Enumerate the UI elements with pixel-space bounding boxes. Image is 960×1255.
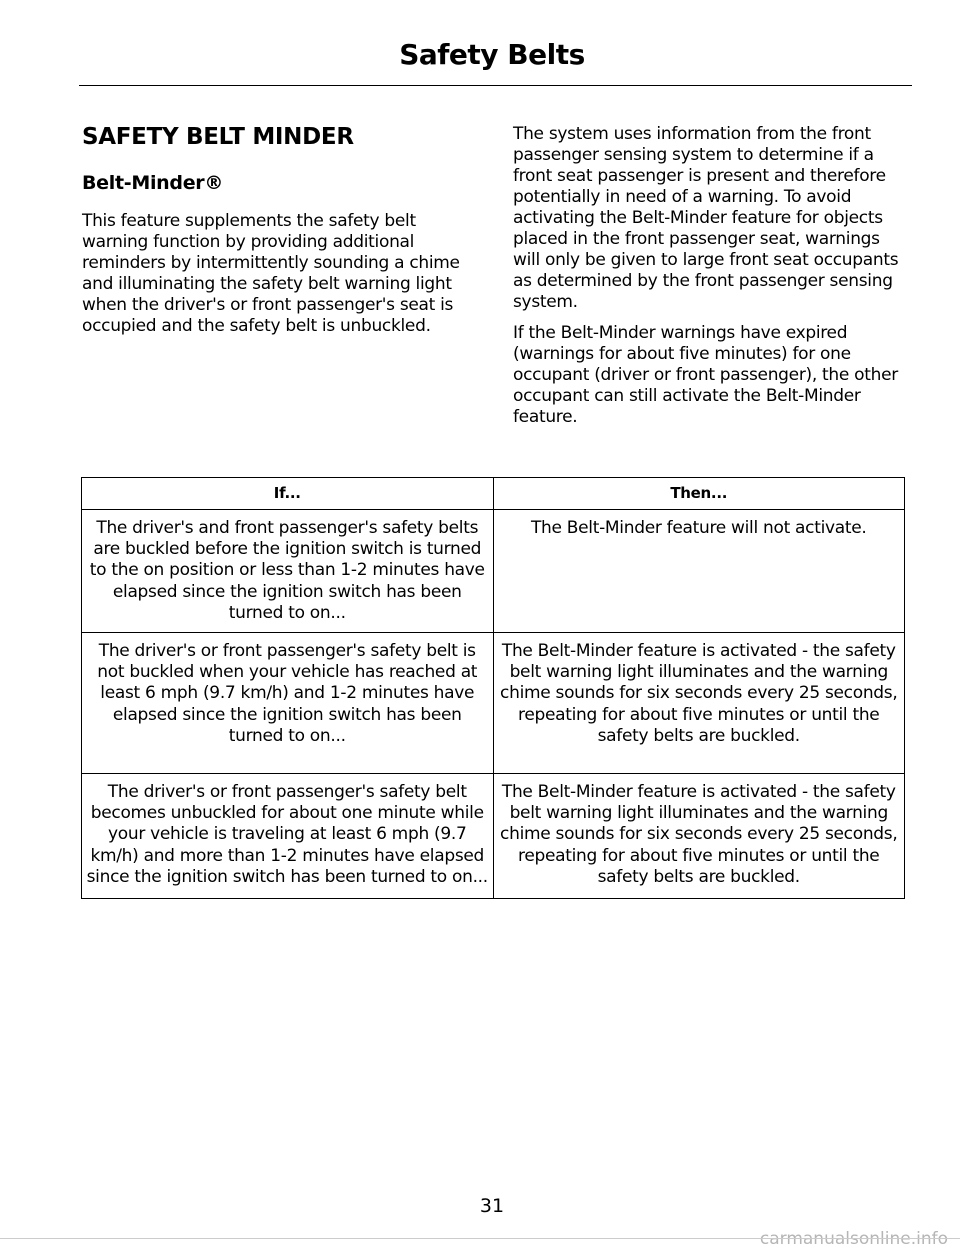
right-column xyxy=(513,124,911,438)
watermark-link[interactable]: carmanualsonline.info xyxy=(759,1229,948,1249)
page-number: 31 xyxy=(479,1195,505,1217)
table-header-then: Then... xyxy=(493,478,905,510)
left-column xyxy=(82,124,482,347)
header-divider xyxy=(79,85,912,86)
table-cell-if: The driver's and front passenger's safety belts are buckled before the ignition switch is turned to the on position or less than 1-2 minutes have elapsed since the ignition switch has been turned to on... xyxy=(82,510,494,633)
right-paragraph-1: The system uses information from the front passenger sensing system to determine if a front seat passenger is present and therefore potentially in need of a warning. To avoid activating the Belt-Minder feature for objects placed in the front passenger seat, warnings will only be given to large front seat occupants as determined by the front passenger sensing system. xyxy=(513,124,899,312)
table-header-if: If... xyxy=(82,478,494,510)
table-cell-then: The Belt-Minder feature will not activate. xyxy=(493,510,905,633)
footer-divider xyxy=(0,1238,960,1239)
table-row xyxy=(82,510,905,633)
page-header-title: Safety Belts xyxy=(399,38,585,71)
table-cell-then: The Belt-Minder feature is activated - the safety belt warning light illuminates and the warning chime sounds for six seconds every 25 seconds, repeating for about five minutes or until the safety belts are buckled. xyxy=(493,774,905,899)
table-cell-then: The Belt-Minder feature is activated - the safety belt warning light illuminates and the warning chime sounds for six seconds every 25 seconds, repeating for about five minutes or until the safety belts are buckled. xyxy=(493,633,905,774)
table-header-row xyxy=(82,478,905,510)
left-paragraph-1: This feature supplements the safety belt warning function by providing additional reminders by intermittently sounding a chime and illuminating the safety belt warning light when the driver's or front passenger's seat is occupied and the safety belt is unbuckled. xyxy=(82,211,460,336)
table-cell-if: The driver's or front passenger's safety belt is not buckled when your vehicle has reached at least 6 mph (9.7 km/h) and 1-2 minutes have elapsed since the ignition switch has been turned to on... xyxy=(82,633,494,774)
right-paragraph-2: If the Belt-Minder warnings have expired (warnings for about five minutes) for one occupant (driver or front passenger), the other occupant can still activate the Belt-Minder feature. xyxy=(513,323,898,427)
belt-minder-table xyxy=(81,477,905,899)
section-title: SAFETY BELT MINDER xyxy=(82,124,354,150)
sub-title: Belt-Minder® xyxy=(82,172,224,194)
table-cell-if: The driver's or front passenger's safety belt becomes unbuckled for about one minute while your vehicle is traveling at least 6 mph (9.7 km/h) and more than 1-2 minutes have elapsed since the ignition switch has been turned to on... xyxy=(82,774,494,899)
table-row xyxy=(82,633,905,774)
table-row xyxy=(82,774,905,899)
